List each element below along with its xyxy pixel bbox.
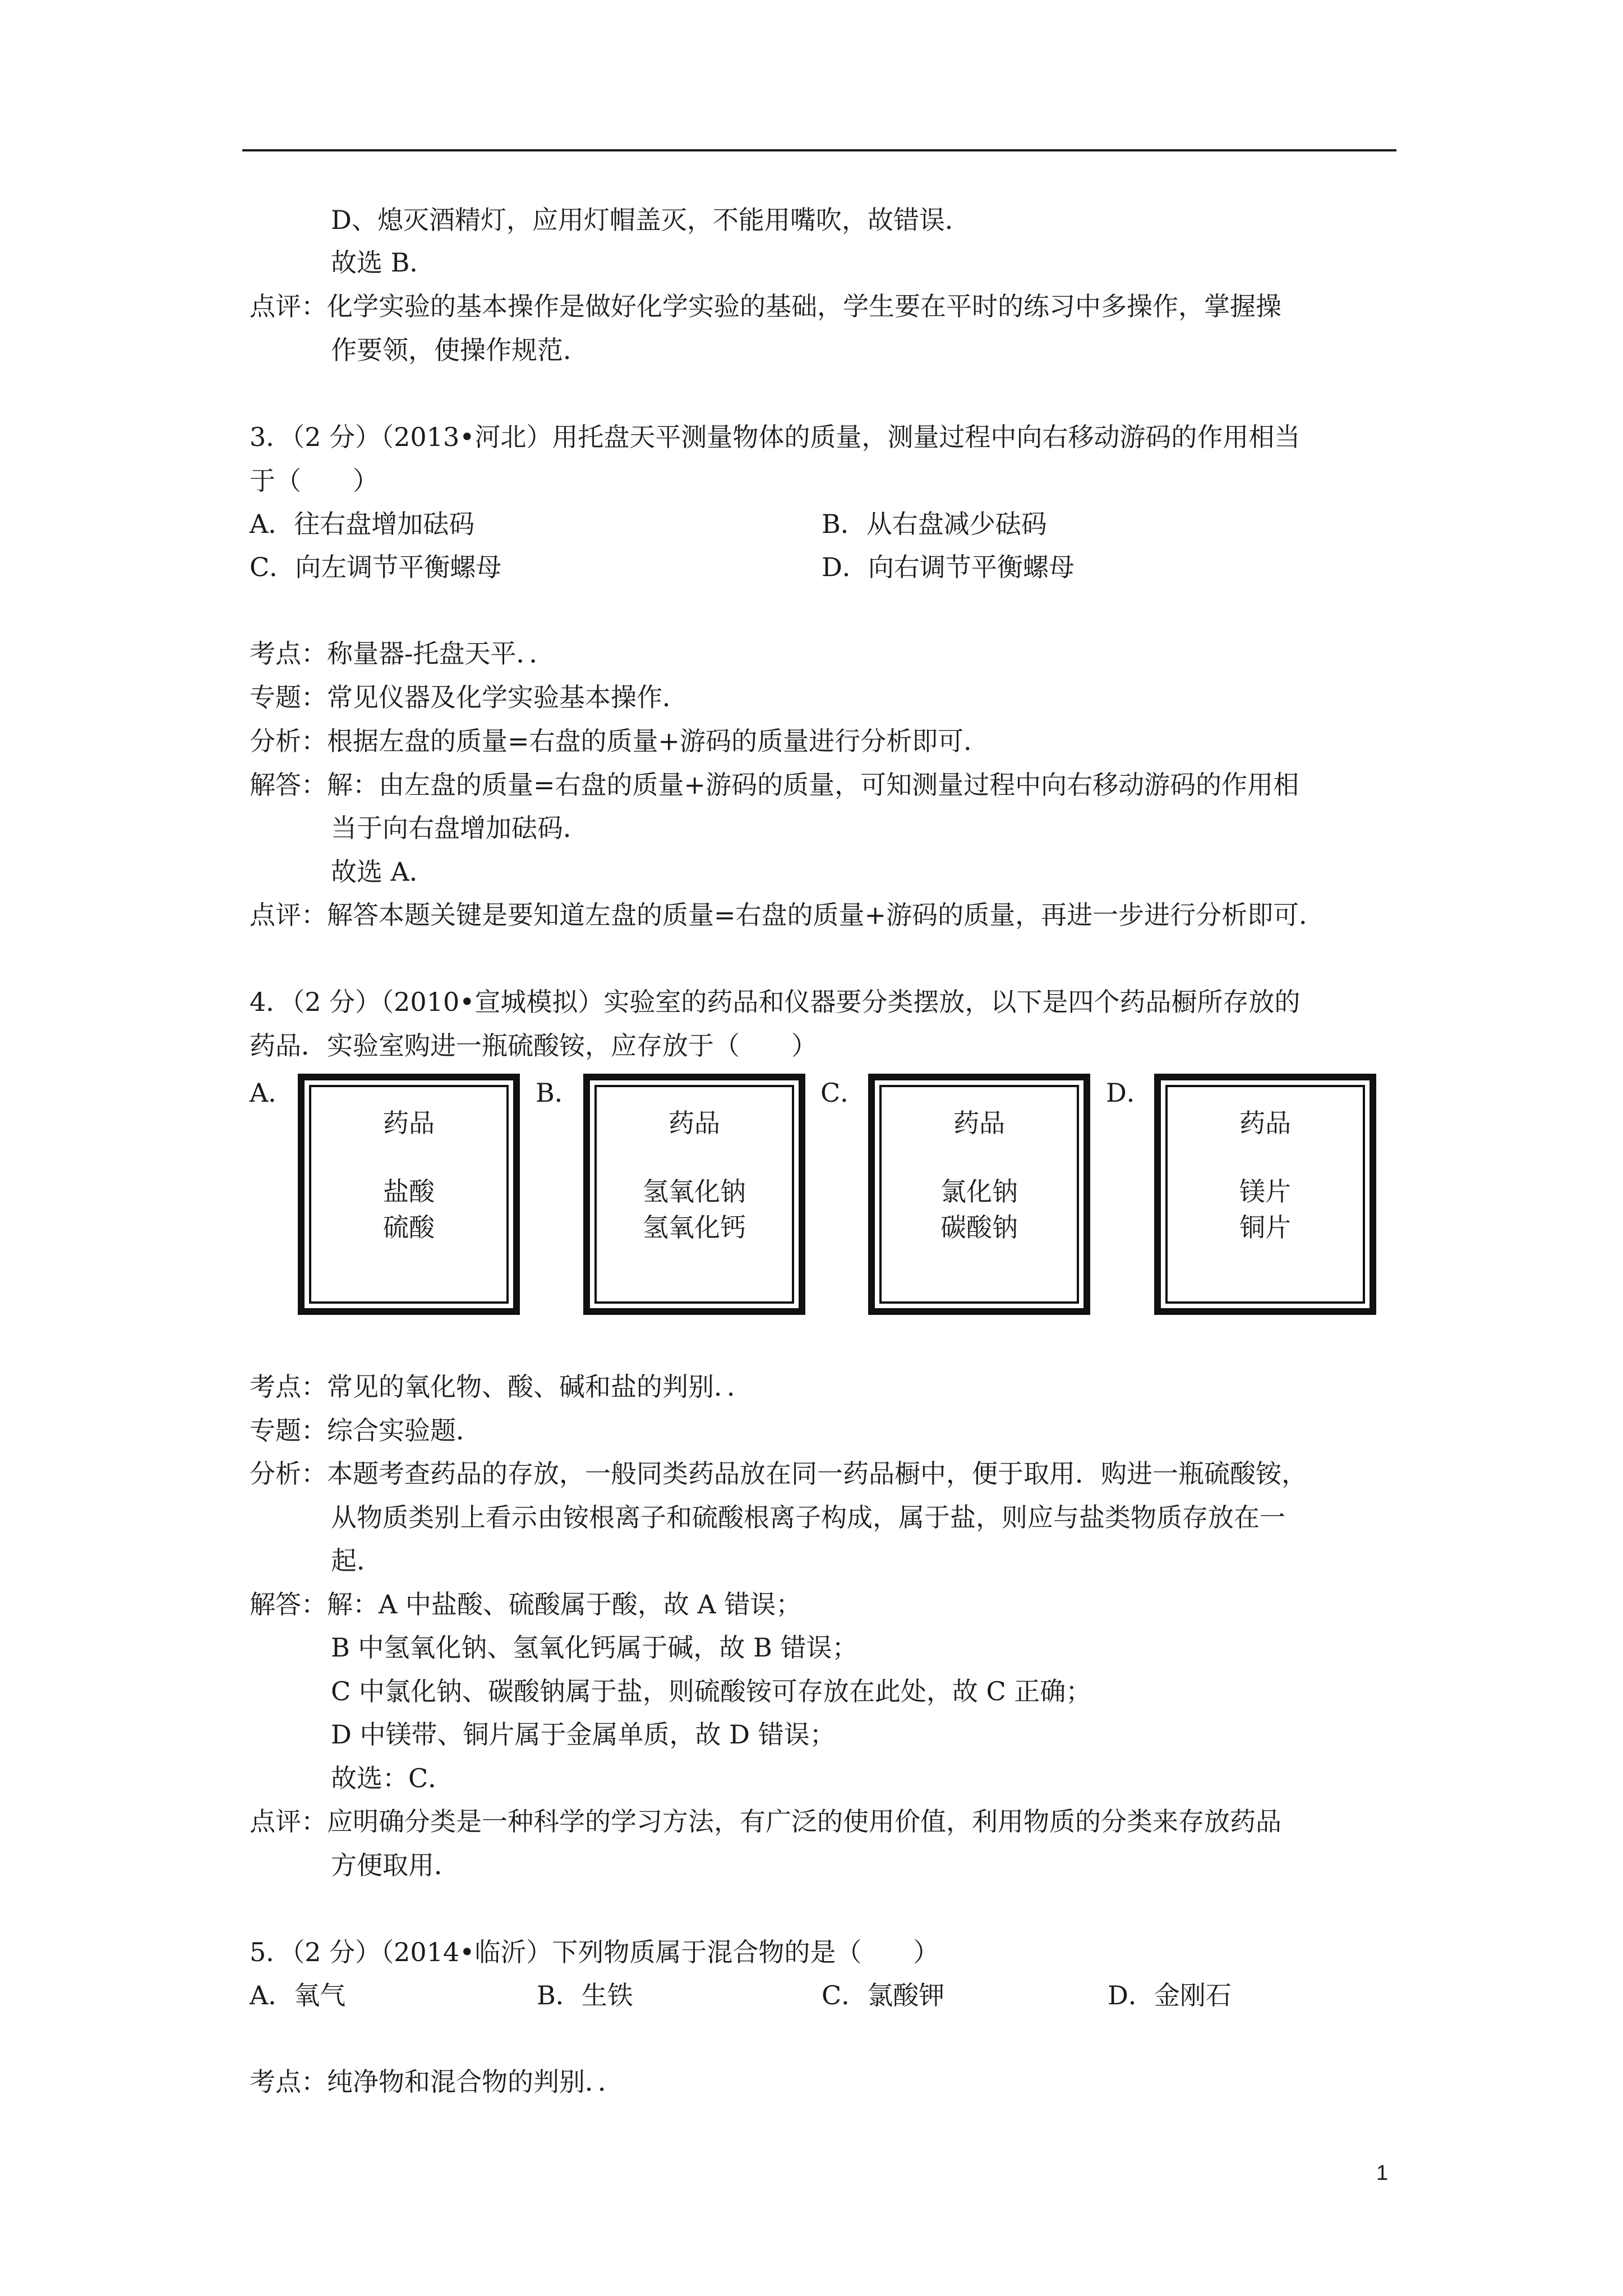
question-4-solution: D 中镁带、铜片属于金属单质，故 D 错误； (331, 1719, 836, 1750)
question-3-stem: 于（ ） (250, 466, 379, 496)
question-3-stem: 3．（2 分）（2013•河北）用托盘天平测量物体的质量，测量过程中向右移动游码的作用相当 (250, 422, 1301, 452)
cabinet-item: 氢氧化钙 (643, 1212, 746, 1243)
cabinet-item: 氯化钠 (940, 1176, 1018, 1207)
cabinet-d-label: D． (1106, 1078, 1152, 1108)
answer-line: 故选 B． (331, 247, 436, 278)
cabinet-item: 盐酸 (383, 1176, 435, 1207)
cabinet-a-label: A． (250, 1078, 294, 1108)
question-5-point: 考点：纯净物和混合物的判别．． (250, 2067, 624, 2097)
question-4-analysis: 分析：本题考查药品的存放，一般同类药品放在同一药品橱中，便于取用．购进一瓶硫酸铵， (250, 1458, 1307, 1489)
cabinet-header: 药品 (383, 1108, 435, 1138)
cabinet-b-label: B． (536, 1078, 580, 1108)
cabinet-d (1154, 1074, 1376, 1315)
question-4-stem: 4．（2 分）（2010•宣城模拟）实验室的药品和仪器要分类摆放，以下是四个药品橱所存放的 (250, 987, 1301, 1017)
cabinet-item: 镁片 (1239, 1176, 1291, 1207)
question-4-comment: 方便取用． (331, 1850, 460, 1880)
question-3-answer: 故选 A． (331, 857, 435, 887)
cabinet-c-label: C． (820, 1078, 866, 1108)
question-3-option-d: D．向右调节平衡螺母 (822, 552, 1075, 582)
cabinet-item: 碳酸钠 (940, 1212, 1018, 1243)
question-3-option-c: C．向左调节平衡螺母 (250, 552, 502, 582)
question-3-comment: 点评：解答本题关键是要知道左盘的质量=右盘的质量+游码的质量，再进一步进行分析即可． (250, 900, 1325, 930)
question-4-topic: 专题：综合实验题． (250, 1415, 482, 1446)
comment-line: 点评：化学实验的基本操作是做好化学实验的基础，学生要在平时的练习中多操作，掌握操 (250, 291, 1281, 321)
question-4-analysis: 从物质类别上看示由铵根离子和硫酸根离子构成，属于盐，则应与盐类物质存放在一 (331, 1502, 1285, 1533)
option-d-analysis: D、熄灭酒精灯，应用灯帽盖灭，不能用嘴吹，故错误． (331, 205, 971, 235)
question-3-point: 考点：称量器-托盘天平．． (250, 638, 555, 669)
question-4-stem: 药品．实验室购进一瓶硫酸铵，应存放于（ ） (250, 1030, 817, 1061)
question-3-topic: 专题：常见仪器及化学实验基本操作． (250, 682, 688, 712)
cabinet-c (868, 1074, 1090, 1315)
question-4-analysis: 起． (331, 1545, 382, 1576)
question-5-option-c: C．氯酸钾 (822, 1980, 945, 2010)
question-3-solution: 当于向右盘增加砝码． (331, 813, 589, 843)
cabinet-a (298, 1074, 520, 1315)
question-4-comment: 点评：应明确分类是一种科学的学习方法，有广泛的使用价值，利用物质的分类来存放药品 (250, 1806, 1281, 1837)
question-4-point: 考点：常见的氧化物、酸、碱和盐的判别．． (250, 1372, 753, 1402)
question-3-solution: 解答：解：由左盘的质量=右盘的质量+游码的质量，可知测量过程中向右移动游码的作用相 (250, 770, 1299, 800)
cabinet-item: 氢氧化钠 (643, 1176, 746, 1207)
question-4-solution: B 中氢氧化钠、氢氧化钙属于碱，故 B 错误； (331, 1632, 858, 1663)
header-rule (242, 149, 1396, 151)
page-number: 1 (1376, 2161, 1389, 2185)
cabinet-b (583, 1074, 805, 1315)
cabinet-header: 药品 (668, 1108, 720, 1138)
question-4-solution: C 中氯化钠、碳酸钠属于盐，则硫酸铵可存放在此处，故 C 正确； (331, 1676, 1092, 1706)
question-5-option-a: A．氧气 (250, 1980, 346, 2010)
cabinet-item: 硫酸 (383, 1212, 435, 1243)
question-4-answer: 故选：C． (331, 1763, 454, 1793)
question-3-option-a: A．往右盘增加砝码 (250, 509, 475, 539)
cabinet-header: 药品 (1239, 1108, 1291, 1138)
question-3-analysis: 分析：根据左盘的质量=右盘的质量+游码的质量进行分析即可． (250, 726, 990, 756)
question-5-stem: 5．（2 分）（2014•临沂）下列物质属于混合物的是（ ） (250, 1937, 939, 1967)
question-5-option-d: D．金刚石 (1108, 1980, 1232, 2010)
question-5-option-b: B．生铁 (537, 1980, 633, 2010)
cabinet-header: 药品 (953, 1108, 1005, 1138)
question-4-solution: 解答：解：A 中盐酸、硫酸属于酸，故 A 错误； (250, 1589, 802, 1619)
comment-line: 作要领，使操作规范． (331, 335, 589, 365)
cabinet-item: 铜片 (1239, 1212, 1291, 1243)
question-3-option-b: B．从右盘减少砝码 (822, 509, 1047, 539)
